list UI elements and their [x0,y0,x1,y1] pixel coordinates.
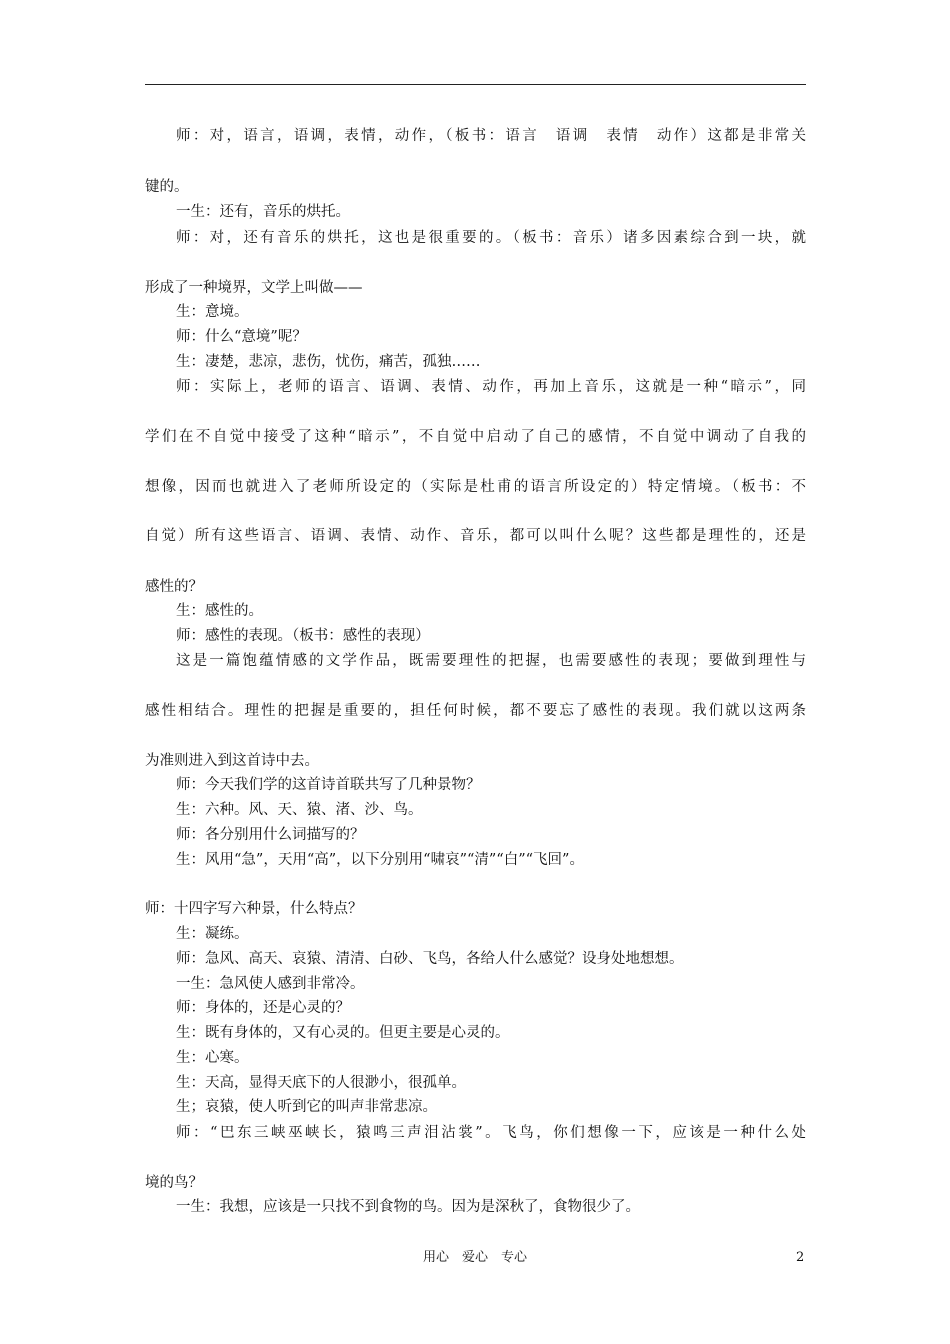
text-line: 为准则进入到这首诗中去。 [145,753,319,769]
text-line: 生：既有身体的，又有心灵的。但更主要是心灵的。 [176,1025,510,1041]
text-line: 生：风用“急”，天用“高”，以下分别用“啸哀”“清”“白”“飞回”。 [176,852,584,868]
footer-motto: 用心 爱心 专心 [422,1250,527,1265]
text-line: 生：六种。风、天、猿、渚、沙、鸟。 [176,802,423,818]
text-line: 学们在不自觉中接受了这种“暗示”，不自觉中启动了自己的感情，不自觉中调动了自我的 [145,429,806,445]
text-line: 师：感性的表现。（板书：感性的表现） [176,628,430,644]
text-line: 师：身体的，还是心灵的？ [176,1000,350,1016]
text-line: 师：“巴东三峡巫峡长，猿鸣三声泪沾裳”。飞鸟，你们想像一下，应该是一种什么处 [176,1125,806,1141]
text-line: 师：急风、高天、哀猿、清清、白砂、飞鸟，各给人什么感觉？设身处地想想。 [176,951,684,967]
text-line: 感性的？ [145,579,203,595]
text-line: 键的。 [145,179,189,195]
text-line: 生；哀猿，使人听到它的叫声非常悲凉。 [176,1099,437,1115]
text-line: 形成了一种境界，文学上叫做—— [145,280,363,296]
text-line: 境的鸟？ [145,1175,203,1191]
text-line: 一生：我想，应该是一只找不到食物的鸟。因为是深秋了，食物很少了。 [176,1199,640,1215]
text-line: 生：天高，显得天底下的人很渺小，很孤单。 [176,1075,466,1091]
text-line: 师：实际上，老师的语言、语调、表情、动作，再加上音乐，这就是一种“暗示”，同 [176,379,806,395]
text-line: 师：什么“意境”呢？ [176,329,307,345]
text-line: 师：对，语言，语调，表情，动作，（板书：语言 语调 表情 动作）这都是非常关 [176,128,806,144]
text-line: 生：感性的。 [176,603,263,619]
text-line: 生：心寒。 [176,1050,249,1066]
text-line: 生：意境。 [176,304,249,320]
page-number: 2 [796,1250,805,1265]
text-line: 这是一篇饱蕴情感的文学作品，既需要理性的把握，也需要感性的表现；要做到理性与 [176,653,806,669]
text-line: 师：各分别用什么词描写的？ [176,827,365,843]
text-line: 自觉）所有这些语言、语调、表情、动作、音乐，都可以叫什么呢？这些都是理性的，还是 [145,528,806,544]
text-line: 感性相结合。理性的把握是重要的，担任何时候，都不要忘了感性的表现。我们就以这两条 [145,703,806,719]
header-rule [145,84,806,85]
text-line: 一生：还有，音乐的烘托。 [176,204,350,220]
text-line: 生：凝练。 [176,926,249,942]
text-line: 一生：急风使人感到非常冷。 [176,976,365,992]
text-line: 师：对，还有音乐的烘托，这也是很重要的。（板书：音乐）诸多因素综合到一块，就 [176,230,806,246]
text-line: 师：今天我们学的这首诗首联共写了几种景物？ [176,777,481,793]
text-line: 师：十四字写六种景，什么特点？ [145,901,363,917]
text-line: 想像，因而也就进入了老师所设定的（实际是杜甫的语言所设定的）特定情境。（板书：不 [145,479,806,495]
text-line: 生：凄楚，悲凉，悲伤，忧伤，痛苦，孤独…… [176,354,481,370]
